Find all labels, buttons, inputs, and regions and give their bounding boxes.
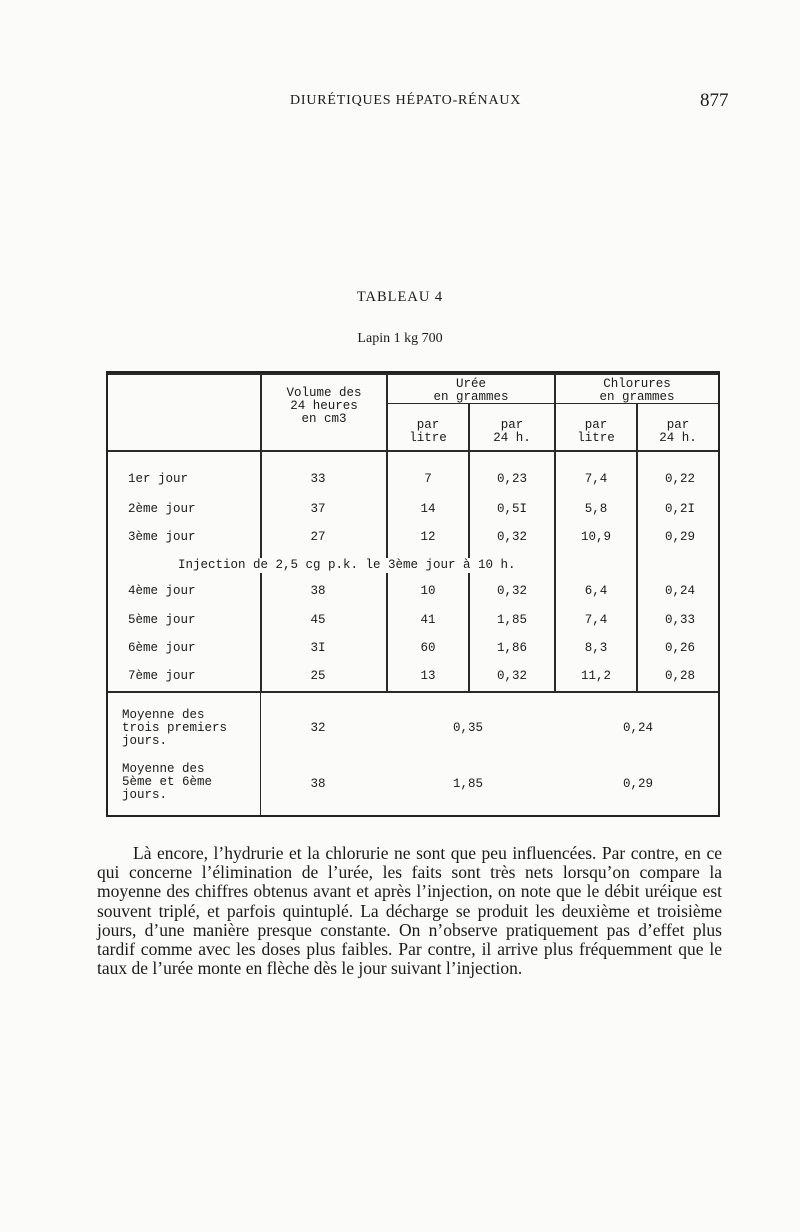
paragraph: Là encore, l’hydrurie et la chlorurie ne sont que peu influencées. Par contre, en ce qui concerne l’élimination de l’urée, les faits sont très nets lorsqu’on compare la moyenne des chiffres obtenus avant et après l’injection, on note que le débit uréique est souvent triplé, et parfois quintuplé. La décharge se produit les deuxième et troisième jours, d’une manière presque constante. On n’observe pratiquement pas d’effet plus tardif comme avec les doses plus faibles. Par contre, il arrive plus fréquemment que le taux de l’urée monte en flèche dès le jour suivant l’injection. bbox=[97, 843, 722, 979]
row-label: 5ème jour bbox=[128, 613, 196, 627]
cell-chl-24h: 0,2I bbox=[664, 502, 695, 516]
rule-avg-label bbox=[260, 693, 261, 815]
average-label: Moyenne des 5ème et 6ème jours. bbox=[122, 762, 213, 802]
cell-uree-24h: 0,32 bbox=[496, 530, 527, 544]
page-number: 877 bbox=[700, 90, 729, 111]
cell-volume: 45 bbox=[310, 613, 326, 627]
cell-chl-litre: 11,2 bbox=[580, 669, 611, 683]
average-volume: 32 bbox=[310, 721, 326, 735]
header-chlorures: Chlorures en grammes bbox=[599, 377, 675, 404]
cell-uree-litre: 10 bbox=[420, 584, 436, 598]
cell-uree-24h: 0,32 bbox=[496, 669, 527, 683]
average-volume: 38 bbox=[310, 777, 326, 791]
cell-uree-litre: 13 bbox=[420, 669, 436, 683]
cell-uree-litre: 12 bbox=[420, 530, 436, 544]
average-uree: 1,85 bbox=[452, 777, 483, 791]
table-subtitle: Lapin 1 kg 700 bbox=[357, 331, 443, 346]
header-uree: Urée en grammes bbox=[433, 377, 509, 404]
running-head: DIURÉTIQUES HÉPATO-RÉNAUX bbox=[290, 93, 522, 108]
cell-volume: 33 bbox=[310, 472, 326, 486]
cell-uree-24h: 0,32 bbox=[496, 584, 527, 598]
cell-uree-litre: 60 bbox=[420, 641, 436, 655]
rule-label-col bbox=[260, 373, 262, 691]
cell-chl-24h: 0,28 bbox=[664, 669, 695, 683]
rule-header-top bbox=[108, 373, 718, 375]
cell-volume: 37 bbox=[310, 502, 326, 516]
row-label: 2ème jour bbox=[128, 502, 196, 516]
cell-uree-24h: 1,85 bbox=[496, 613, 527, 627]
cell-volume: 3I bbox=[310, 641, 326, 655]
cell-volume: 25 bbox=[310, 669, 326, 683]
header-chl-par-24h: par 24 h. bbox=[659, 418, 697, 445]
rule-header-bottom bbox=[108, 450, 718, 452]
cell-chl-litre: 8,3 bbox=[584, 641, 608, 655]
cell-uree-24h: 0,23 bbox=[496, 472, 527, 486]
cell-uree-litre: 14 bbox=[420, 502, 436, 516]
cell-chl-litre: 7,4 bbox=[584, 472, 608, 486]
cell-uree-24h: 0,5I bbox=[496, 502, 527, 516]
average-chlorures: 0,24 bbox=[622, 721, 653, 735]
header-uree-par-24h: par 24 h. bbox=[493, 418, 531, 445]
cell-chl-24h: 0,33 bbox=[664, 613, 695, 627]
cell-uree-litre: 7 bbox=[424, 472, 432, 486]
cell-uree-litre: 41 bbox=[420, 613, 436, 627]
row-label: 1er jour bbox=[128, 472, 189, 486]
cell-chl-litre: 7,4 bbox=[584, 613, 608, 627]
data-table bbox=[106, 371, 720, 817]
table-title: TABLEAU 4 bbox=[356, 289, 444, 305]
rule-body-bottom bbox=[108, 691, 718, 693]
rule-chl-split bbox=[636, 403, 638, 691]
row-label: 7ème jour bbox=[128, 669, 196, 683]
injection-note: Injection de 2,5 cg p.k. le 3ème jour à 10 h. bbox=[172, 558, 522, 573]
average-uree: 0,35 bbox=[452, 721, 483, 735]
row-label: 4ème jour bbox=[128, 584, 196, 598]
row-label: 6ème jour bbox=[128, 641, 196, 655]
header-volume: Volume des 24 heures en cm3 bbox=[286, 386, 362, 426]
cell-chl-litre: 10,9 bbox=[580, 530, 611, 544]
cell-chl-24h: 0,22 bbox=[664, 472, 695, 486]
row-label: 3ème jour bbox=[128, 530, 196, 544]
rule-uree-split bbox=[468, 403, 470, 691]
cell-chl-24h: 0,26 bbox=[664, 641, 695, 655]
cell-uree-24h: 1,86 bbox=[496, 641, 527, 655]
cell-chl-litre: 6,4 bbox=[584, 584, 608, 598]
cell-volume: 27 bbox=[310, 530, 326, 544]
cell-chl-24h: 0,24 bbox=[664, 584, 695, 598]
cell-chl-litre: 5,8 bbox=[584, 502, 608, 516]
header-uree-par-litre: par litre bbox=[409, 418, 447, 445]
cell-chl-24h: 0,29 bbox=[664, 530, 695, 544]
cell-volume: 38 bbox=[310, 584, 326, 598]
average-chlorures: 0,29 bbox=[622, 777, 653, 791]
body-text bbox=[97, 844, 722, 978]
header-chl-par-litre: par litre bbox=[577, 418, 615, 445]
average-label: Moyenne des trois premiers jours. bbox=[122, 708, 228, 748]
